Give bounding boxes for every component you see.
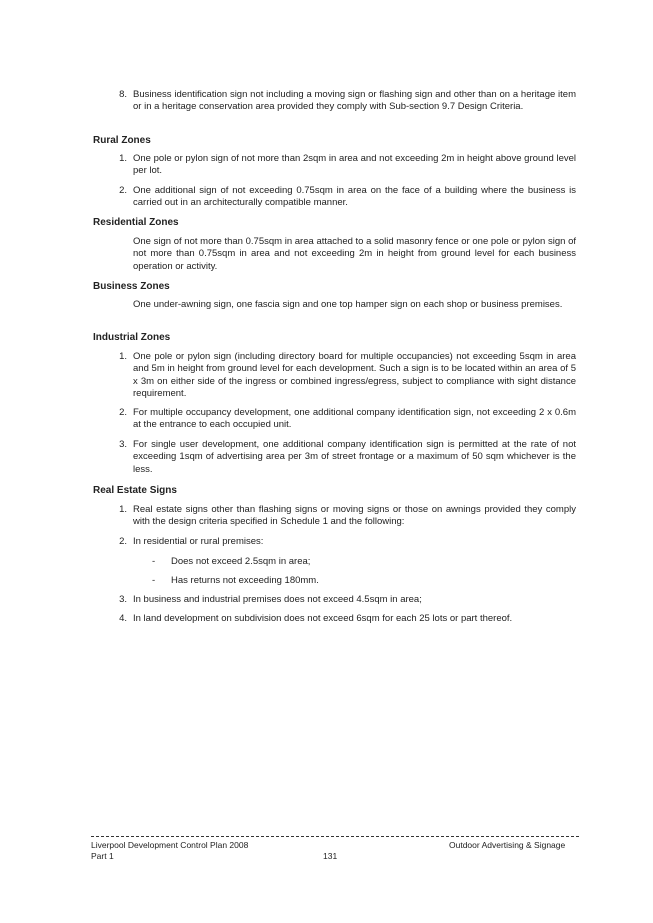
page-number: 131 [323, 851, 338, 861]
item-number: 1. [119, 504, 127, 515]
item-text: In land development on subdivision does not exceed 6sqm for each 25 lots or part thereof. [133, 613, 513, 624]
residential-zones-text: One sign of not more than 0.75sqm in area attached to a solid masonry fence or one pole or pylon sign of not more than 0.75sqm in area and not exceeding 2m in height from ground level for each business operation or activity. [133, 236, 576, 272]
item-text: Real estate signs other than flashing signs or moving signs or those on awnings provided they comply with the design criteria specified in Schedule 1 and the following: [133, 504, 576, 528]
business-zones-heading: Business Zones [93, 281, 170, 292]
item-number: 2. [119, 185, 127, 196]
bullet-marker: - [152, 556, 156, 567]
footer-doc-title: Liverpool Development Control Plan 2008 [91, 840, 249, 850]
footer-divider [91, 836, 579, 837]
item-number: 3. [119, 439, 127, 450]
list-item [119, 351, 576, 401]
business-zones-text: One under-awning sign, one fascia sign and one top hamper sign on each shop or business premises. [133, 299, 563, 310]
item-number: 8. [119, 89, 127, 100]
item-text: One pole or pylon sign (including directory board for multiple occupancies) not exceeding 5sqm in area and 5m in height from ground level for each development. Such a sign is to be located within an area of 5 x 3m on either side of the ingress or combined ingress/egress, subject to compliance with sight distance requirement. [133, 351, 576, 400]
item-text: In residential or rural premises: [133, 536, 264, 547]
item-text: One additional sign of not exceeding 0.75sqm in area on the face of a building where the business is carried out in an architecturally compatible manner. [133, 185, 576, 209]
bullet-marker: - [152, 575, 156, 586]
footer-part: Part 1 [91, 851, 114, 861]
list-item [119, 407, 576, 432]
item-number: 2. [119, 536, 127, 547]
list-item [119, 536, 576, 548]
list-item [119, 439, 576, 476]
item-number: 4. [119, 613, 127, 624]
bullet-text: Does not exceed 2.5sqm in area; [171, 556, 311, 567]
item-text: For single user development, one additional company identification sign is permitted at the rate of not exceeding 1sqm of advertising area per 3m of street frontage or a maximum of 50 sqm whichever is the less. [133, 439, 576, 475]
list-item [119, 89, 576, 114]
list-item [119, 613, 576, 625]
item-number: 1. [119, 153, 127, 164]
item-text: One pole or pylon sign of not more than 2sqm in area and not exceeding 2m in height above ground level per lot. [133, 153, 576, 177]
list-item [119, 594, 576, 606]
item-text: In business and industrial premises does not exceed 4.5sqm in area; [133, 594, 422, 605]
item-number: 3. [119, 594, 127, 605]
footer-chapter: Outdoor Advertising & Signage [449, 840, 566, 850]
real-estate-signs-heading: Real Estate Signs [93, 485, 177, 496]
list-item [119, 153, 576, 178]
industrial-zones-heading: Industrial Zones [93, 332, 171, 343]
list-item [119, 504, 576, 529]
rural-zones-heading: Rural Zones [93, 135, 151, 146]
bullet-text: Has returns not exceeding 180mm. [171, 575, 319, 586]
item-text: For multiple occupancy development, one additional company identification sign, not exceeding 2 x 0.6m at the entrance to each occupied unit. [133, 407, 576, 431]
item-number: 2. [119, 407, 127, 418]
residential-zones-heading: Residential Zones [93, 217, 179, 228]
item-text: Business identification sign not including a moving sign or flashing sign and other than on a heritage item or in a heritage conservation area provided they comply with Sub-section 9.7 Design Criteria. [133, 89, 576, 113]
list-item [119, 185, 576, 210]
item-number: 1. [119, 351, 127, 362]
